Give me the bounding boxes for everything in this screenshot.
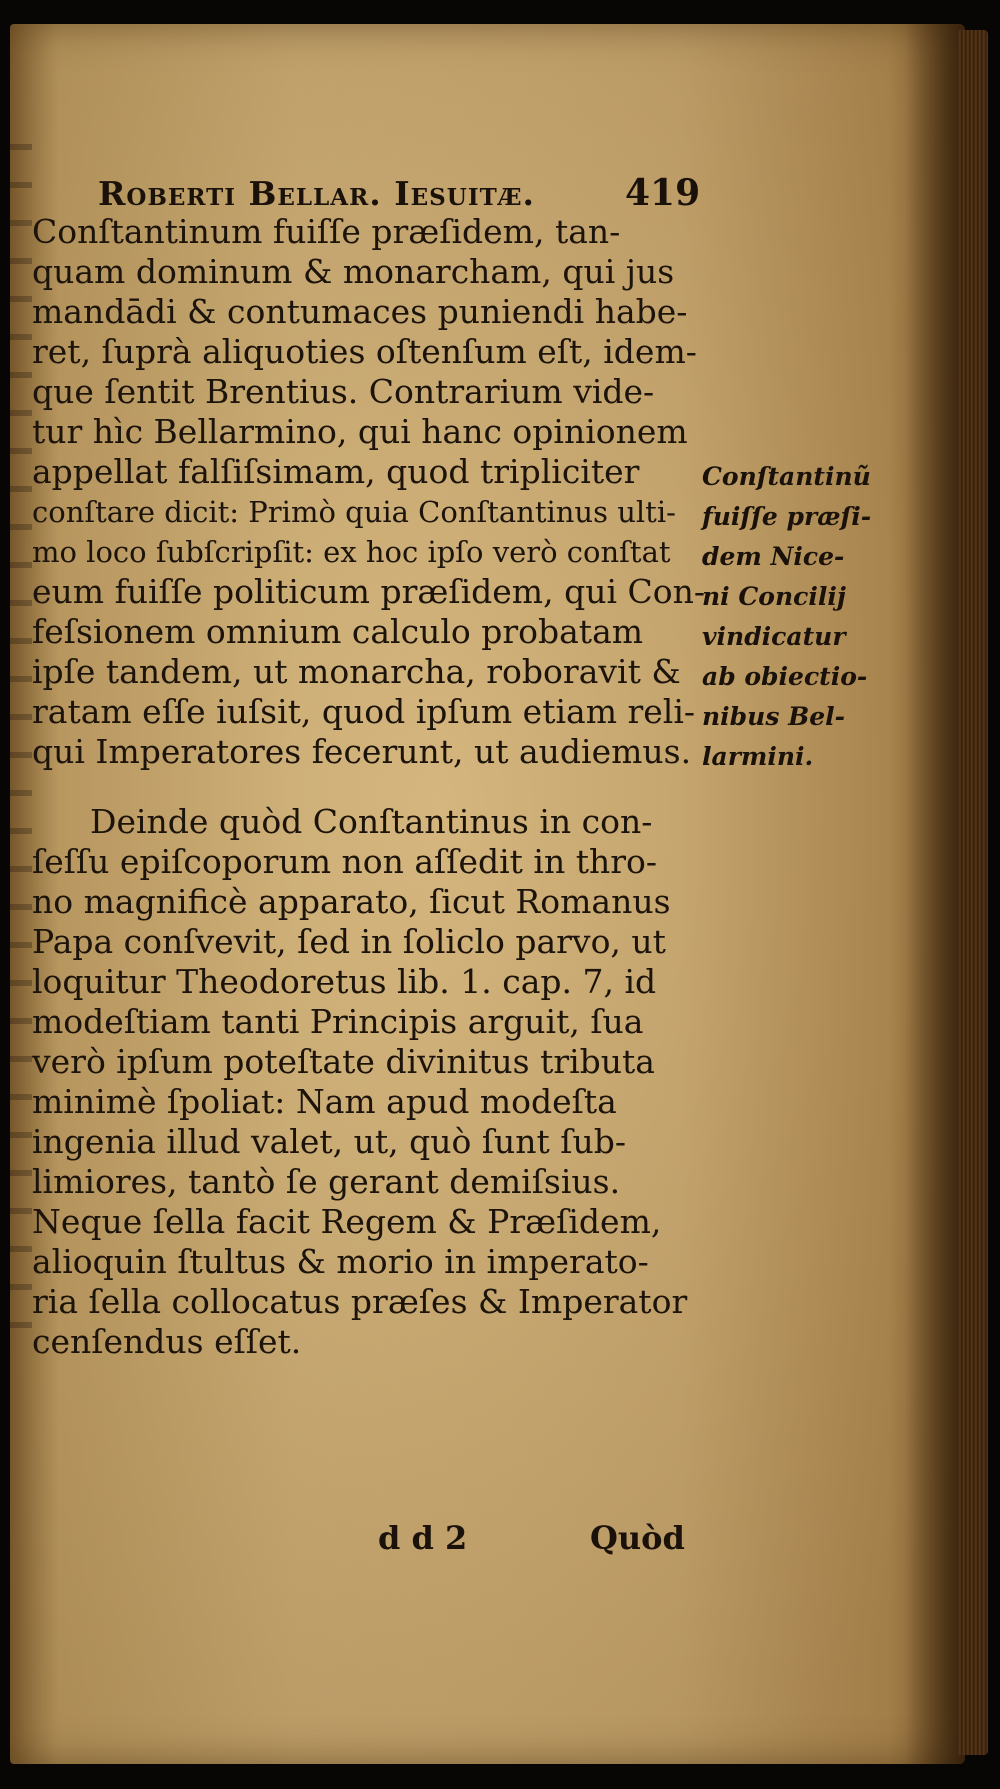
body-line: ratam eſſe iuſsit, quod ipſum etiam reli- xyxy=(32,692,696,731)
body-line: tur hìc Bellarmino, qui hanc opinionem xyxy=(32,412,688,451)
body-line: eum fuiſſe politicum præſidem, qui Con- xyxy=(32,572,706,611)
margin-note-line: ab obiectio- xyxy=(702,662,868,691)
body-line: Conſtantinum fuiſſe præſidem, tan- xyxy=(32,212,621,251)
margin-note-line: vindicatur xyxy=(702,622,846,651)
body-line: quam dominum & monarcham, qui jus xyxy=(32,252,675,291)
body-line: que ſentit Brentius. Contrarium vide- xyxy=(32,372,655,411)
body-line: verò ipſum poteſtate divinitus tributa xyxy=(32,1042,655,1081)
signature-mark: d d 2 xyxy=(378,1519,468,1557)
page-number: 419 xyxy=(625,172,701,214)
gutter-bleed-through xyxy=(10,144,32,1344)
body-line: feſsionem omnium calculo probatam xyxy=(32,612,644,651)
margin-note-line: fuiſſe præſi- xyxy=(702,502,872,531)
body-line: mandādi & contumaces puniendi habe- xyxy=(32,292,688,331)
body-line: minimè ſpoliat: Nam apud modeſta xyxy=(32,1082,617,1121)
margin-note-line: ni Concilij xyxy=(702,582,846,611)
margin-note-line: nibus Bel- xyxy=(702,702,846,731)
body-line: no magnificè apparato, ſicut Romanus xyxy=(32,882,671,921)
body-line: ſeſſu epiſcoporum non aſſedit in thro- xyxy=(32,842,658,881)
body-line: ipſe tandem, ut monarcha, roboravit & xyxy=(32,652,681,691)
body-line: appellat falſiſsimam, quod tripliciter xyxy=(32,452,640,491)
body-line: ret, ſuprà aliquoties oſtenſum eſt, idem- xyxy=(32,332,697,371)
body-line: mo loco ſubſcripſit: ex hoc ipſo verò conſtat xyxy=(32,535,671,569)
body-line: Papa conſvevit, ſed in ſoliclo parvo, ut xyxy=(32,922,666,961)
body-line: limiores, tantò ſe gerant demiſsius. xyxy=(32,1162,621,1201)
body-line: Deinde quòd Conſtantinus in con- xyxy=(90,802,653,841)
body-line: Neque ſella facit Regem & Præſidem, xyxy=(32,1202,662,1241)
margin-note-line: larmini. xyxy=(702,742,814,771)
body-line: cenſendus eſſet. xyxy=(32,1322,302,1361)
catchword: Quòd xyxy=(590,1519,685,1557)
margin-note-line: Conſtantinũ xyxy=(702,462,871,491)
body-line: modeſtiam tanti Principis arguit, ſua xyxy=(32,1002,644,1041)
margin-note-line: dem Nice- xyxy=(702,542,845,571)
body-line: ingenia illud valet, ut, quò ſunt ſub- xyxy=(32,1122,627,1161)
body-line: alioquin ſtultus & morio in imperato- xyxy=(32,1242,649,1281)
book-page xyxy=(10,24,965,1764)
body-line: loquitur Theodoretus lib. 1. cap. 7, id xyxy=(32,962,657,1001)
page-stack-edge xyxy=(958,30,988,1755)
body-line: qui Imperatores fecerunt, ut audiemus. xyxy=(32,732,692,771)
page-edge-shadow xyxy=(905,24,965,1764)
running-head: Roberti Bellar. Iesuitæ. xyxy=(98,174,535,213)
body-line: conſtare dicit: Primò quia Conſtantinus ulti- xyxy=(32,495,676,529)
body-line: ria ſella collocatus præſes & Imperator xyxy=(32,1282,688,1321)
